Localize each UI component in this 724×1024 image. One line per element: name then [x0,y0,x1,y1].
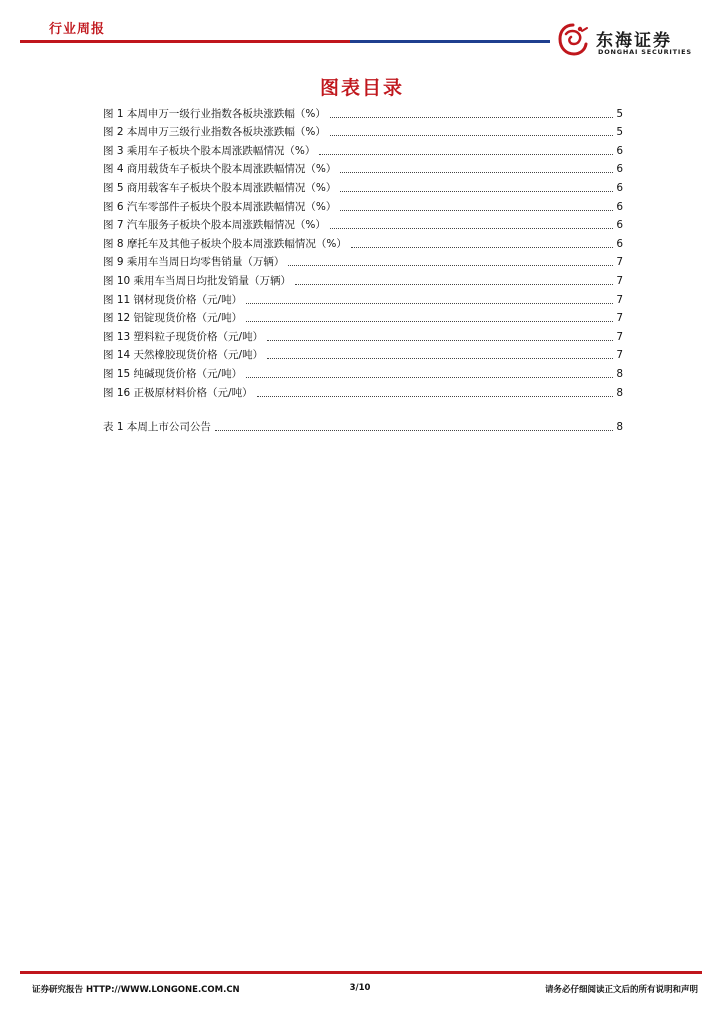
toc-figure-entry-label: 图 14 天然橡胶现货价格（元/吨） [103,349,264,362]
footer-website: 证券研究报告 HTTP://WWW.LONGONE.COM.CN [32,985,240,995]
toc-figure-entry-label: 图 10 乘用车当周日均批发销量（万辆） [103,274,292,287]
toc-figure-entry[interactable] [103,251,623,270]
toc-figure-entry-label: 图 7 汽车服务子板块个股本周涨跌幅情况（%） [103,219,326,232]
toc-figure-entry-page-number: 5 [616,126,623,139]
toc-figure-entry-page-number: 8 [616,367,623,380]
company-logo [556,22,706,62]
toc-figure-entry[interactable] [103,307,623,326]
list-spacer [103,400,623,416]
page-number: 3/10 [349,983,371,993]
company-name-cn: 东海证券 [596,31,672,51]
toc-figure-entry-page-number: 7 [616,330,623,343]
toc-figure-entry-page-number: 6 [616,200,623,213]
toc-figure-entry[interactable] [103,325,623,344]
toc-figure-entry-page-number: 7 [616,256,623,269]
toc-figure-entry-page-number: 6 [616,219,623,232]
toc-table-entry[interactable] [103,416,623,435]
toc-figure-entry-label: 图 4 商用载货车子板块个股本周涨跌幅情况（%） [103,163,337,176]
dot-leader [340,209,613,211]
toc-figure-entry-label: 图 15 纯碱现货价格（元/吨） [103,367,243,380]
toc-figure-entry-page-number: 7 [616,274,623,287]
toc-figure-entry-page-number: 5 [616,107,623,120]
dot-leader [246,320,613,322]
toc-figure-entry[interactable] [103,381,623,400]
toc-figure-entry-label: 图 13 塑料粒子现货价格（元/吨） [103,330,264,343]
toc-figure-entry-label: 图 16 正极原材料价格（元/吨） [103,386,253,399]
toc-table-entry-label: 表 1 本周上市公司公告 [103,421,211,434]
dot-leader [267,339,613,341]
report-type-label: 行业周报 [49,22,106,37]
company-name-en: DONGHAI SECURITIES [598,48,692,56]
toc-figure-entry-page-number: 7 [616,293,623,306]
toc-figure-entry-label: 图 8 摩托车及其他子板块个股本周涨跌幅情况（%） [103,237,347,250]
dot-leader [215,429,613,431]
dot-leader [340,190,613,192]
toc-figure-entry[interactable] [103,344,623,363]
figure-table-of-contents [103,102,623,434]
header-divider-blue [350,40,550,43]
toc-figure-entry[interactable] [103,102,623,121]
dot-leader [330,134,613,136]
toc-figure-entry[interactable] [103,269,623,288]
dot-leader [267,357,613,359]
dot-leader [340,171,613,173]
toc-figure-entry[interactable] [103,176,623,195]
dot-leader [319,153,613,155]
toc-figure-entry-label: 图 3 乘用车子板块个股本周涨跌幅情况（%） [103,144,316,157]
dot-leader [246,302,613,304]
toc-table-entry-page-number: 8 [616,421,623,434]
page-title: 图表目录 [319,77,404,99]
toc-figure-entry-page-number: 6 [616,163,623,176]
footer-disclaimer: 请务必仔细阅读正文后的所有说明和声明 [544,985,698,995]
toc-figure-entry-label: 图 6 汽车零部件子板块个股本周涨跌幅情况（%） [103,200,337,213]
dot-leader [330,227,613,229]
toc-figure-entry[interactable] [103,288,623,307]
toc-figure-entry[interactable] [103,158,623,177]
footer-divider [20,971,702,974]
toc-figure-entry[interactable] [103,195,623,214]
toc-figure-entry[interactable] [103,232,623,251]
dot-leader [351,246,613,248]
toc-figure-entry[interactable] [103,139,623,158]
dot-leader [330,116,613,118]
toc-figure-entry-page-number: 7 [616,312,623,325]
dot-leader [246,376,613,378]
toc-figure-entry-label: 图 2 本周申万三级行业指数各板块涨跌幅（%） [103,126,326,139]
dot-leader [288,264,613,266]
table-list [103,416,623,435]
toc-figure-entry-page-number: 6 [616,237,623,250]
figure-list [103,102,623,400]
toc-figure-entry-label: 图 11 钢材现货价格（元/吨） [103,293,243,306]
toc-figure-entry-page-number: 6 [616,181,623,194]
toc-figure-entry-label: 图 1 本周申万一级行业指数各板块涨跌幅（%） [103,107,326,120]
toc-figure-entry[interactable] [103,214,623,233]
dot-leader [257,395,614,397]
toc-figure-entry-page-number: 7 [616,349,623,362]
toc-figure-entry[interactable] [103,121,623,140]
dragon-logo-icon [556,22,590,58]
toc-figure-entry-label: 图 5 商用载客车子板块个股本周涨跌幅情况（%） [103,181,337,194]
header-divider-red [20,40,350,43]
toc-figure-entry-page-number: 8 [616,386,623,399]
dot-leader [295,283,613,285]
toc-figure-entry-page-number: 6 [616,144,623,157]
toc-figure-entry-label: 图 9 乘用车当周日均零售销量（万辆） [103,256,285,269]
toc-figure-entry[interactable] [103,362,623,381]
toc-figure-entry-label: 图 12 铝锭现货价格（元/吨） [103,312,243,325]
